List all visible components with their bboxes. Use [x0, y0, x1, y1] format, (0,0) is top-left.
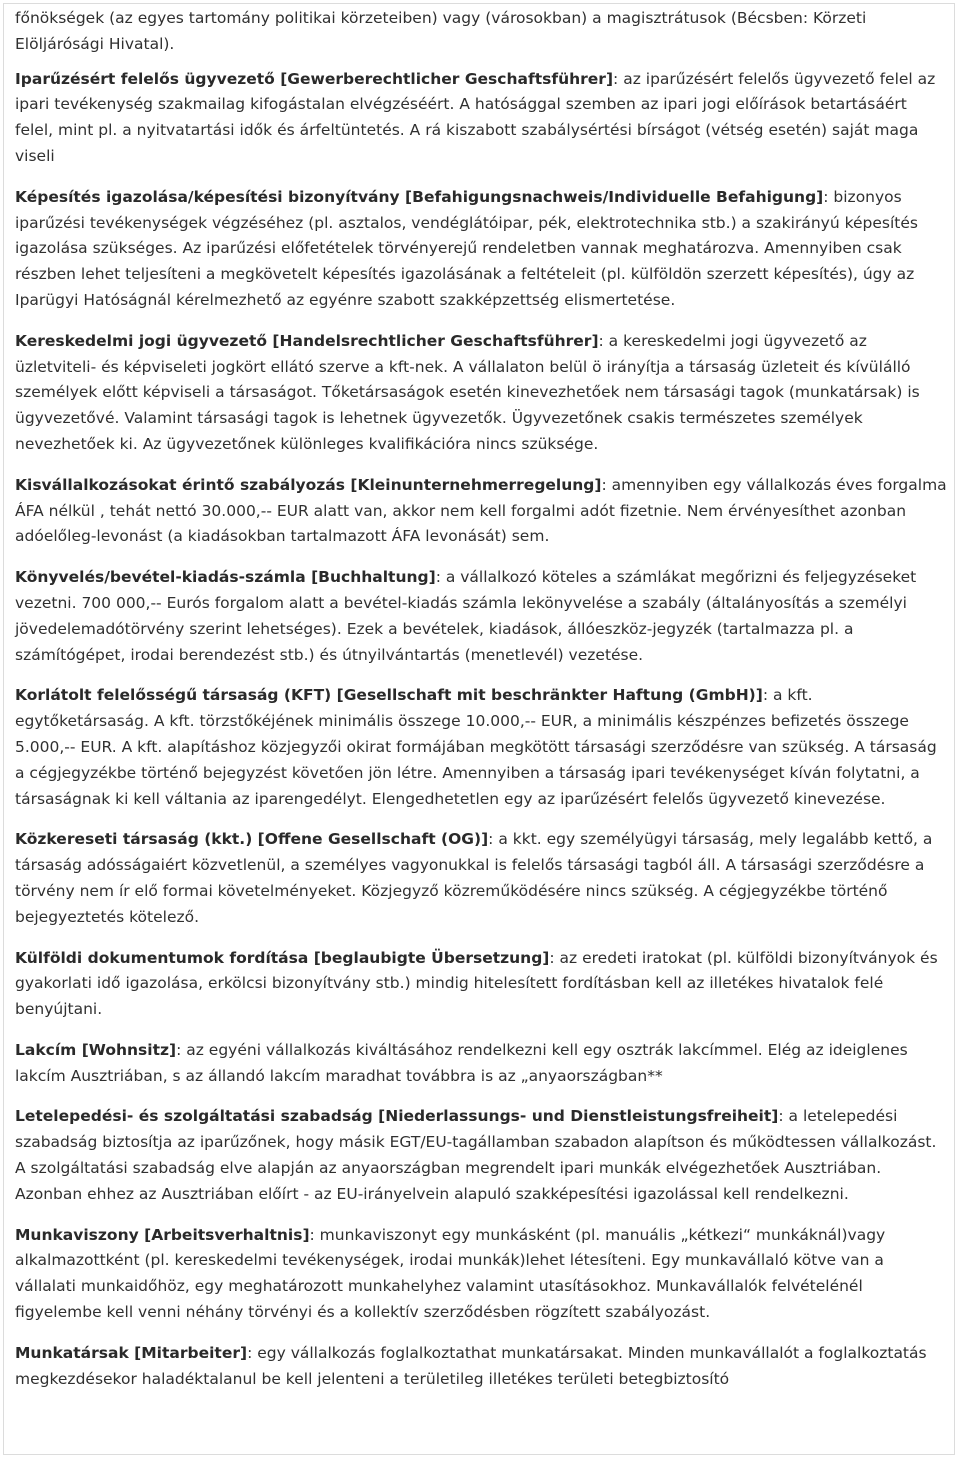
entry-text: : amennyiben egy vállalkozás éves forgalma ÁFA nélkül , tehát nettó 30.000,-- EUR alatt van, akkor nem kell forgalmi adót fizetnie. Nem érvényesíthet azonban adóelőleg-levonást (a kiadásokban tartalmazott ÁFA levonását) sem. — [15, 475, 947, 546]
glossary-entry-lakcim — [15, 1038, 947, 1090]
glossary-entry-kepesites-igazolasa — [15, 185, 947, 314]
entry-term: Munkatársak [Mitarbeiter] — [15, 1343, 248, 1362]
glossary-entry-iparuzesert-felelos-ugyvezeto — [15, 67, 947, 170]
entry-text: : munkaviszonyt egy munkásként (pl. manuális „kétkezi“ munkáknál)vagy alkalmazottként (pl. kereskedelmi tevékenységek, irodai munkák)lehet létesíteni. Egy munkavállaló kötve van a vállalati munkaidőhöz, egy meghatározott munkahelyhez valamint utasításokhoz. Munkavállalók felvételénél figyelembe kell venni néhány törvényi és a kollektív szerződésben rögzített szabályozást. — [15, 1225, 886, 1322]
entry-text: : egy vállalkozás foglalkoztathat munkatársakat. Minden munkavállalót a foglalkoztatás megkezdésekor haladéktalanul be kell jelenteni a területileg illetékes területi betegbiztosító — [15, 1343, 927, 1388]
glossary-entry-kereskedelmi-jogi-ugyvezeto — [15, 329, 947, 458]
entry-text: : az iparűzésért felelős ügyvezető felel az ipari tevékenység szakmailag kifogástalan elvégzéséért. A hatósággal szemben az ipari jogi előírások betartásáért felel, mint pl. a nyitvatartási idők és árfeltüntetés. A rá kiszabott szabálysértési bírságot (vétség esetén) saját maga viseli — [15, 69, 936, 165]
glossary-entry-kkt — [15, 827, 947, 930]
entry-text: : az egyéni vállalkozás kiváltásához rendelkezni kell egy osztrák lakcímmel. Elég az ideiglenes lakcím Ausztriában, s az állandó lakcím maradhat továbbra is az „anyaországban** — [15, 1040, 908, 1085]
glossary-entry-letelepedesi-szabadsag — [15, 1104, 947, 1207]
entry-term: Korlátolt felelősségű társaság (KFT) [Gesellschaft mit beschränkter Haftung (GmbH)] — [15, 686, 763, 705]
document-page — [3, 3, 955, 1455]
entry-term: Letelepedési- és szolgáltatási szabadság [Niederlassungs- und Dienstleistungsfreiheit] — [15, 1107, 779, 1126]
entry-text: : a kkt. egy személyügyi társaság, mely legalább kettő, a társaság adósságaiért közvetlenül, a személyes vagyonukkal is felelős társasági tagból áll. A társasági szerződésre a törvény nem ír elő formai követelményeket. Közjegyző közreműködésére nincs szükség. A cégjegyzékbe történő bejegyeztetés kötelező. — [15, 830, 933, 926]
entry-text: : a vállalkozó köteles a számlákat megőrizni és feljegyzéseket vezetni. 700 000,-- Eurós forgalom alatt a bevétel-kiadás számla lekönyvelése a szabály (általányosítás a személyi jövedelemadótörvény szerint lehetséges). Ezek a bevételek, kiadások, állóeszköz-jegyzék (tartalmazza pl. a számítógépet, irodai berendezést stb.) és útnyilvántartás (menetlevél) vezetése. — [15, 568, 917, 664]
entry-text: : a kft. egytőketársaság. A kft. törzstőkéjének minimális összege 10.000,-- EUR, a minimális készpénzes befizetés összege 5.000,-- EUR. A kft. alapításhoz közjegyzői okirat formájában megkötött társasági szerződésre van szükség. A társaság a cégjegyzékbe történő bejegyzést követően jön létre. Amennyiben a társaság ipari tevékenységet kíván folytatni, a társaságnak ki kell váltania az iparengedélyt. Elengedhetetlen egy az iparűzésért felelős ügyvezető kinevezése. — [15, 686, 937, 808]
entry-text: : a letelepedési szabadság biztosítja az iparűzőnek, hogy másik EGT/EU-tagállamban szabadon alapítson és működtessen vállalkozást. A szolgáltatási szabadság elve alapján az anyaországban megrendelt ipari munkák elvégezhetőek Ausztriában. Azonban ehhez az Ausztriában előírt - az EU-irányelvein alapuló szakképesítési igazolással kell rendelkezni. — [15, 1107, 937, 1203]
entry-term: Lakcím [Wohnsitz] — [15, 1040, 177, 1059]
glossary-entry-konyveles — [15, 565, 947, 668]
glossary-content — [15, 6, 947, 1407]
entry-term: Kisvállalkozásokat érintő szabályozás [Kleinunternehmerregelung] — [15, 475, 602, 494]
entry-term: Közkereseti társaság (kkt.) [Offene Gesellschaft (OG)] — [15, 830, 489, 849]
entry-term: Kereskedelmi jogi ügyvezető [Handelsrechtlicher Geschaftsführer] — [15, 331, 599, 350]
glossary-entry-kft — [15, 683, 947, 812]
glossary-entry-munkatarsak — [15, 1341, 947, 1393]
entry-term: Külföldi dokumentumok fordítása [beglaubigte Übersetzung] — [15, 948, 550, 967]
glossary-entry-continuation — [15, 6, 947, 58]
entry-text: : bizonyos iparűzési tevékenységek végzéséhez (pl. asztalos, vendéglátóipar, pék, elektrotechnika stb.) a szakirányú képesítés igazolása szükséges. Az iparűzési előfetételek törvényerejű rendeletben vannak meghatározva. Amennyiben csak részben lehet teljesíteni a megkövetelt képesítés igazolásának a feltételeit (pl. külföldön szerzett képesítés), úgy az Iparügyi Hatóságnál kérelmezhető az egyénre szabott szakképzettség elismertetése. — [15, 187, 918, 309]
entry-term: Iparűzésért felelős ügyvezető [Gewerberechtlicher Geschaftsführer] — [15, 69, 614, 88]
entry-term: Munkaviszony [Arbeitsverhaltnis] — [15, 1225, 310, 1244]
glossary-entry-munkaviszony — [15, 1223, 947, 1326]
entry-text: : az eredeti iratokat (pl. külföldi bizonyítványok és gyakorlati idő igazolása, erkölcsi bizonyítvány stb.) mindig hitelesített fordításban kell az illetékes hivatalok felé benyújtani. — [15, 948, 938, 1019]
entry-text: : a kereskedelmi jogi ügyvezető az üzletviteli- és képviseleti jogkört ellátó szerve a kft-nek. A vállalaton belül ö irányítja a társaság üzleteit és kívülálló személyek előtt képviseli a társaságot. Tőketársaságok esetén kinevezhetőek nem társasági tagok (munkatársak) is ügyvezetővé. Valamint társasági tagok is lehetnek ügyvezetők. Ügyvezetőnek csakis természetes személyek nevezhetőek ki. Az ügyvezetőnek különleges kvalifikációra nincs szüksége. — [15, 331, 920, 453]
entry-text: főnökségek (az egyes tartomány politikai körzeteiben) vagy (városokban) a magisztrátusok (Bécsben: Körzeti Elöljárósági Hivatal). — [15, 9, 867, 53]
glossary-entry-kulfoldi-dokumentumok — [15, 946, 947, 1023]
entry-term: Könyvelés/bevétel-kiadás-számla [Buchhaltung] — [15, 568, 436, 587]
glossary-entry-kisvallalkozasok — [15, 473, 947, 550]
entry-term: Képesítés igazolása/képesítési bizonyítvány [Befahigungsnachweis/Individuelle Befahigung] — [15, 187, 824, 206]
